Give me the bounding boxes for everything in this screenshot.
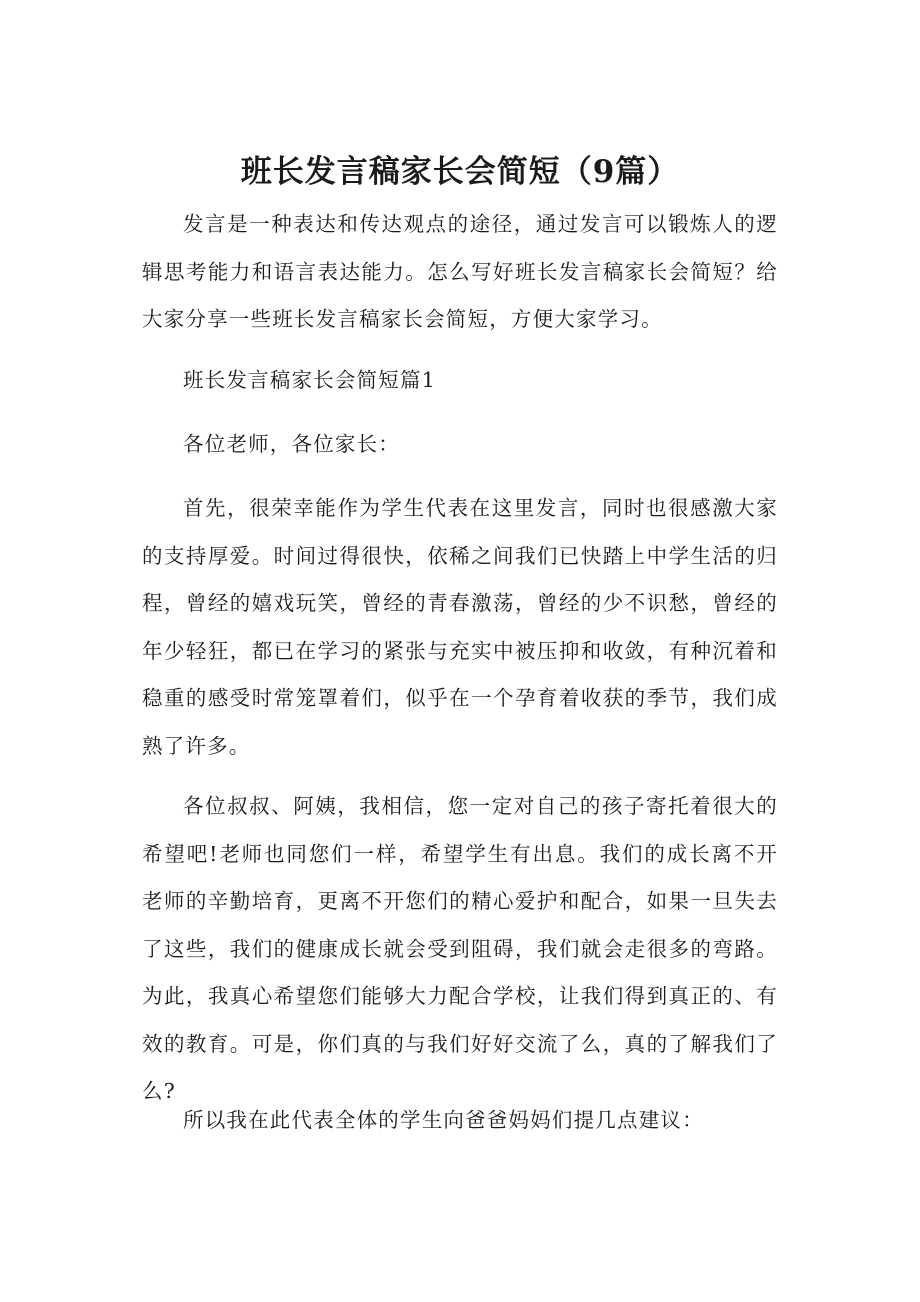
intro-paragraph-block	[142, 201, 778, 344]
section-heading-block	[142, 357, 778, 405]
body-paragraph-2: 各位叔叔、阿姨，我相信，您一定对自己的孩子寄托着很大的希望吧!老师也同您们一样，希望学生有出息。我们的成长离不开老师的辛勤培育，更离不开您们的精心爱护和配合，如果一旦失去了这些，我们的健康成长就会受到阻碍，我们就会走很多的弯路。为此，我真心希望您们能够大力配合学校，让我们得到真正的、有效的教育。可是，你们真的与我们好好交流了么，真的了解我们了么?	[142, 794, 778, 1103]
intro-paragraph: 发言是一种表达和传达观点的途径，通过发言可以锻炼人的逻辑思考能力和语言表达能力。怎么写好班长发言稿家长会简短？给大家分享一些班长发言稿家长会简短，方便大家学习。	[142, 212, 778, 331]
body-paragraph-3: 所以我在此代表全体的学生向爸爸妈妈们提几点建议：	[183, 1108, 704, 1132]
section-heading: 班长发言稿家长会简短篇1	[183, 368, 436, 392]
body-paragraph-3-block	[142, 1097, 778, 1145]
body-paragraph-1: 首先，很荣幸能作为学生代表在这里发言，同时也很感激大家的支持厚爱。时间过得很快，依稀之间我们已快踏上中学生活的归程，曾经的嬉戏玩笑，曾经的青春激荡，曾经的少不识愁，曾经的年少轻狂，都已在学习的紧张与充实中被压抑和收敛，有种沉着和稳重的感受时常笼罩着们，似乎在一个孕育着收获的季节，我们成熟了许多。	[142, 496, 778, 758]
greeting-block	[142, 421, 778, 469]
document-title: 班长发言稿家长会简短（9篇）	[240, 154, 680, 190]
body-paragraph-2-block	[142, 783, 778, 1116]
greeting-paragraph: 各位老师，各位家长：	[183, 432, 400, 456]
body-paragraph-1-block	[142, 485, 778, 770]
